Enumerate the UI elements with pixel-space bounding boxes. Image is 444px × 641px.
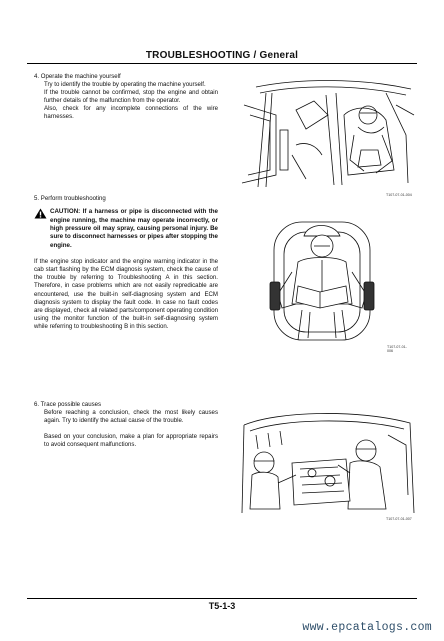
operator-reading-manual-illustration [252,212,412,353]
figure-code-2: T107-07-01-006 [387,345,407,353]
warning-triangle-icon [34,208,47,219]
step-4-paragraph-1: Try to identify the trouble by operating the machine yourself. [44,81,206,89]
page-number: T5-1-3 [208,601,236,611]
step-4-heading: 4. Operate the machine yourself [34,73,121,80]
step-5-body: If the engine stop indicator and the engine warning indicator in the cab start flashing by the ECM diagnosis system, check the cause of the trouble by referring to Troubleshooting A in this section. Therefore, in case problems which are not easily repredicable are encountered, use the built-in self-diagnosing system and ECM diagnosis system to display the fault code. In case no fault codes are displayed, check all related parts/component operating condition using the monitor function of the built-in self-diagnosing system while referring to troubleshooting B in this section. [34,258,218,330]
step-6-section [34,401,218,449]
step-6-heading: 6. Trace possible causes [34,401,102,408]
step-6-paragraph-1: Before reaching a conclusion, check the most likely causes again. Try to identify the actual cause of the trouble. [44,409,218,425]
caution-text: CAUTION: If a harness or pipe is disconnected with the engine running, the machine may operate incorrectly, or high pressure oil may spray, causing personal injury. Be sure to disconnect harnesses or pipes after stopping the engine. [50,208,218,249]
mechanics-inspecting-engine-illustration [238,405,418,521]
header-divider [27,63,417,64]
step-4-paragraph-2: If the trouble cannot be confirmed, stop the engine and obtain further details of the malfunction from the operator. [44,89,218,105]
operator-in-cab-illustration [236,75,416,197]
page-title: TROUBLESHOOTING / General [145,50,299,61]
footer-divider [27,598,417,599]
step-4-paragraph-3: Also, check for any incomplete connections of the wire harnesses. [44,105,218,121]
step-6-paragraph-2: Based on your conclusion, make a plan for appropriate repairs to avoid consequent malfunctions. [44,433,218,449]
step-5-section [34,195,218,331]
figure-code-1: T107-07-01-004 [386,193,412,197]
step-5-heading: 5. Perform troubleshooting [34,195,106,202]
figure-code-3: T107-07-01-007 [386,517,412,521]
watermark-text: www.epcatalogs.com [302,621,432,634]
caution-notice [34,208,218,250]
step-4-section [34,73,218,122]
